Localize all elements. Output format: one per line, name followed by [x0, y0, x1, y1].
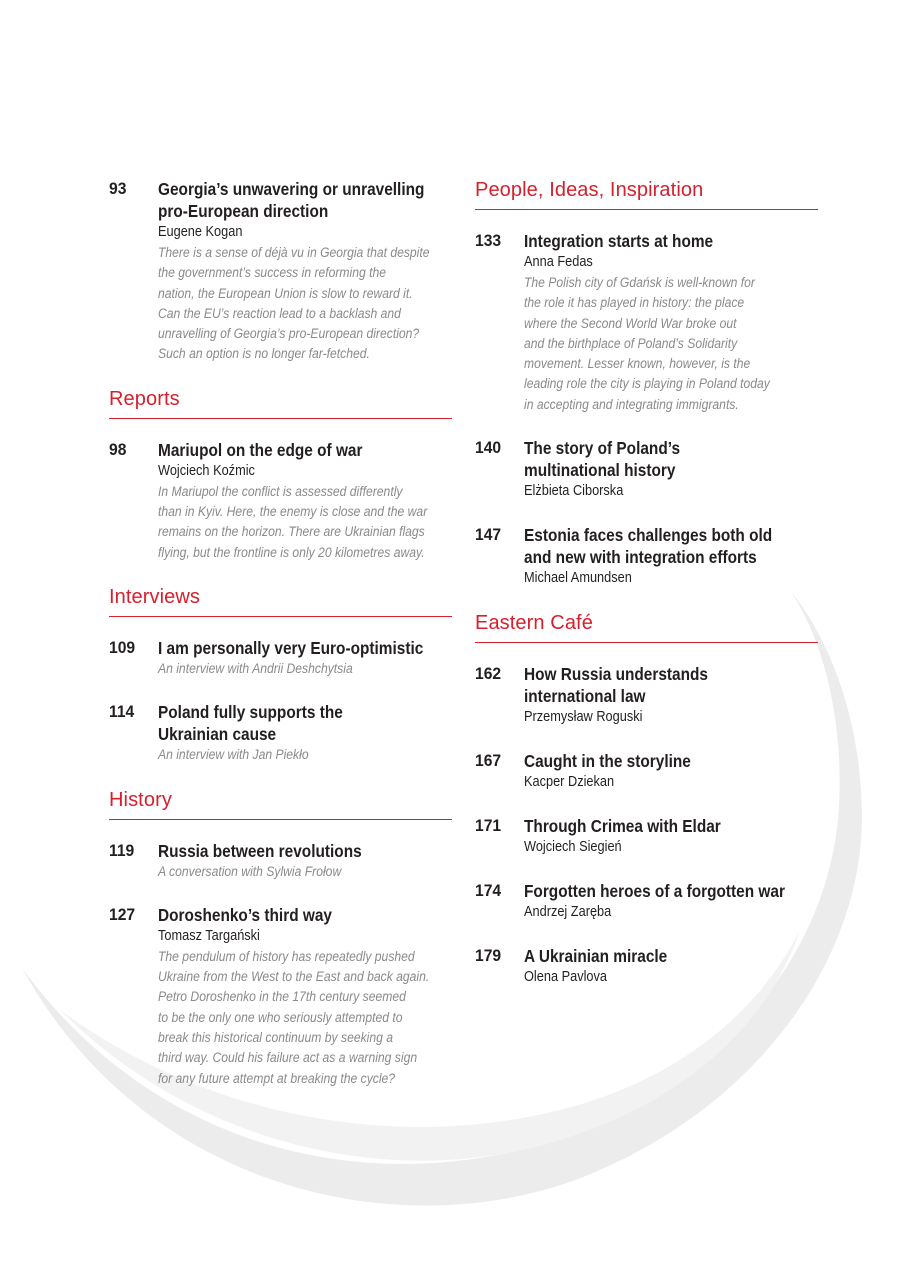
article-description-line: There is a sense of déjà vu in Georgia that despite — [158, 245, 430, 260]
article-title[interactable] — [524, 524, 816, 568]
entry-body — [158, 439, 452, 563]
article-description-line: In Mariupol the conflict is assessed differently — [158, 483, 403, 499]
article-author: Tomasz Targański — [158, 927, 260, 944]
toc-section — [475, 178, 818, 589]
entry-body — [524, 437, 818, 502]
article-description-line: remains on the horizon. There are Ukrainian flags — [158, 524, 425, 540]
left-column — [109, 178, 452, 1111]
article-title-line: Estonia faces challenges both old — [524, 525, 773, 546]
article-description-line: and the birthplace of Poland’s Solidarity — [524, 335, 738, 351]
page-number: 171 — [475, 816, 502, 836]
toc-entry[interactable] — [475, 815, 818, 858]
entry-body — [158, 840, 452, 882]
article-author: Eugene Kogan — [158, 224, 243, 240]
article-title[interactable] — [158, 439, 450, 461]
entry-body — [524, 230, 818, 415]
page-number: 98 — [109, 439, 127, 459]
article-description-line: the government’s success in reforming the — [158, 265, 387, 281]
article-title[interactable] — [158, 637, 450, 659]
article-title-line: Ukrainian cause — [158, 724, 277, 745]
article-title-line: Mariupol on the edge of war — [158, 439, 363, 460]
article-description-line: leading role the city is playing in Poland today — [524, 376, 770, 392]
page-number: 127 — [109, 904, 136, 924]
article-description-line: Ukraine from the West to the East and back again. — [158, 969, 430, 985]
article-description-line: unravelling of Georgia’s pro-European direction? — [158, 326, 420, 342]
toc-section — [109, 387, 452, 563]
article-description — [158, 862, 452, 882]
toc-entry[interactable] — [475, 230, 818, 415]
article-title-line: international law — [524, 686, 646, 707]
article-author: Anna Fedas — [524, 254, 593, 270]
section-heading: History — [109, 788, 452, 820]
article-description — [158, 243, 452, 365]
right-column — [475, 178, 818, 1010]
article-title-line: and new with integration efforts — [524, 547, 757, 568]
entry-body — [524, 750, 818, 793]
page-number: 109 — [109, 637, 136, 657]
article-title-line: multinational history — [524, 460, 676, 481]
article-description-line: An interview with Andrii Deshchytsia — [158, 660, 353, 676]
section-heading: Interviews — [109, 585, 452, 617]
article-description-line: flying, but the frontline is only 20 kilometres away. — [158, 544, 425, 560]
article-description-line: in accepting and integrating immigrants. — [524, 396, 739, 412]
article-title[interactable] — [158, 840, 450, 862]
article-author: Michael Amundsen — [524, 570, 632, 587]
article-title-line: Forgotten heroes of a forgotten war — [524, 881, 785, 902]
article-description-line: for any future attempt at breaking the cycle? — [158, 1070, 396, 1086]
toc-entry[interactable] — [475, 750, 818, 793]
article-description-line: A conversation with Sylwia Frołow — [158, 863, 342, 879]
page-number: 147 — [475, 525, 502, 545]
entry-body — [158, 178, 452, 365]
article-description-line: Such an option is no longer far-fetched. — [158, 346, 370, 362]
entry-body — [524, 880, 818, 923]
article-title-line: Doroshenko’s third way — [158, 904, 333, 925]
toc-entry[interactable] — [475, 880, 818, 923]
article-description-line: break this historical continuum by seeking a — [158, 1030, 394, 1046]
article-title-line: Integration starts at home — [524, 231, 714, 251]
toc-entry[interactable] — [109, 904, 452, 1089]
toc-entry[interactable] — [475, 663, 818, 728]
entry-body — [524, 524, 818, 589]
entry-body — [158, 701, 452, 765]
toc-entry[interactable] — [109, 840, 452, 882]
article-author: Kacper Dziekan — [524, 774, 615, 791]
article-description-line: where the Second World War broke out — [524, 315, 737, 331]
article-description — [158, 947, 452, 1089]
article-description-line: The pendulum of history has repeatedly pushed — [158, 948, 415, 964]
toc-entry[interactable] — [475, 437, 818, 502]
article-title-line: How Russia understands — [524, 664, 708, 685]
page-number: 119 — [109, 840, 135, 860]
article-description-line: the role it has played in history: the place — [524, 295, 745, 311]
page-number: 162 — [475, 664, 502, 684]
article-description-line: than in Kyiv. Here, the enemy is close and the war — [158, 504, 428, 520]
article-title-line: Poland fully supports the — [158, 702, 343, 723]
page-number: 93 — [109, 179, 127, 198]
article-title[interactable] — [158, 178, 450, 222]
article-title[interactable] — [524, 663, 816, 707]
article-description-line: The Polish city of Gdańsk is well-known for — [524, 275, 755, 290]
toc-entry[interactable] — [109, 178, 452, 365]
entry-body — [158, 637, 452, 679]
article-author: Elżbieta Ciborska — [524, 483, 624, 500]
entry-body — [158, 904, 452, 1089]
article-title-line: A Ukrainian miracle — [524, 946, 668, 967]
article-description-line: Can the EU’s reaction lead to a backlash and — [158, 305, 401, 321]
article-title-line: pro-European direction — [158, 201, 329, 221]
article-title[interactable] — [524, 750, 816, 772]
article-title[interactable] — [524, 230, 816, 252]
article-title[interactable] — [524, 945, 816, 967]
entry-body — [524, 945, 818, 988]
article-author: Andrzej Zaręba — [524, 904, 612, 921]
article-author: Przemysław Roguski — [524, 709, 643, 726]
section-heading: Reports — [109, 387, 452, 419]
article-author: Wojciech Koźmic — [158, 462, 255, 479]
article-title[interactable] — [524, 815, 816, 837]
article-title[interactable] — [524, 880, 816, 902]
page-number: 114 — [109, 702, 135, 722]
article-description-line: Petro Doroshenko in the 17th century seemed — [158, 989, 406, 1005]
article-title-line: I am personally very Euro-optimistic — [158, 637, 424, 658]
article-author: Olena Pavlova — [524, 969, 607, 986]
article-author: Wojciech Siegień — [524, 839, 622, 856]
article-title-line: Through Crimea with Eldar — [524, 816, 721, 837]
article-title[interactable] — [524, 437, 816, 481]
page-number: 140 — [475, 438, 502, 458]
page-number: 167 — [475, 751, 502, 771]
article-title-line: Russia between revolutions — [158, 840, 362, 861]
article-description — [158, 745, 452, 765]
article-description — [524, 273, 818, 415]
page-number: 179 — [475, 946, 502, 966]
article-title-line: The story of Poland’s — [524, 438, 681, 459]
page-number: 133 — [475, 231, 502, 250]
article-description — [158, 482, 452, 563]
toc-entry[interactable] — [109, 701, 452, 765]
article-description-line: An interview with Jan Piekło — [158, 747, 309, 763]
entry-body — [524, 815, 818, 858]
toc-entry[interactable] — [109, 637, 452, 679]
entry-body — [524, 663, 818, 728]
article-title[interactable] — [158, 701, 450, 745]
article-title-line: Georgia’s unwavering or unravelling — [158, 179, 425, 199]
page-number: 174 — [475, 881, 502, 901]
article-description-line: nation, the European Union is slow to reward it. — [158, 285, 413, 301]
toc-entry[interactable] — [475, 945, 818, 988]
toc-section — [109, 788, 452, 1089]
section-heading: People, Ideas, Inspiration — [475, 178, 818, 210]
toc-entry[interactable] — [109, 439, 452, 563]
article-description-line: third way. Could his failure act as a warning sign — [158, 1050, 418, 1066]
article-description-line: to be the only one who seriously attempted to — [158, 1009, 403, 1025]
article-description — [158, 659, 452, 679]
section-heading: Eastern Café — [475, 611, 818, 643]
toc-entry[interactable] — [475, 524, 818, 589]
toc-section — [109, 585, 452, 766]
article-description-line: movement. Lesser known, however, is the — [524, 356, 751, 372]
article-title[interactable] — [158, 904, 450, 926]
article-title-line: Caught in the storyline — [524, 751, 691, 772]
toc-section — [475, 611, 818, 988]
